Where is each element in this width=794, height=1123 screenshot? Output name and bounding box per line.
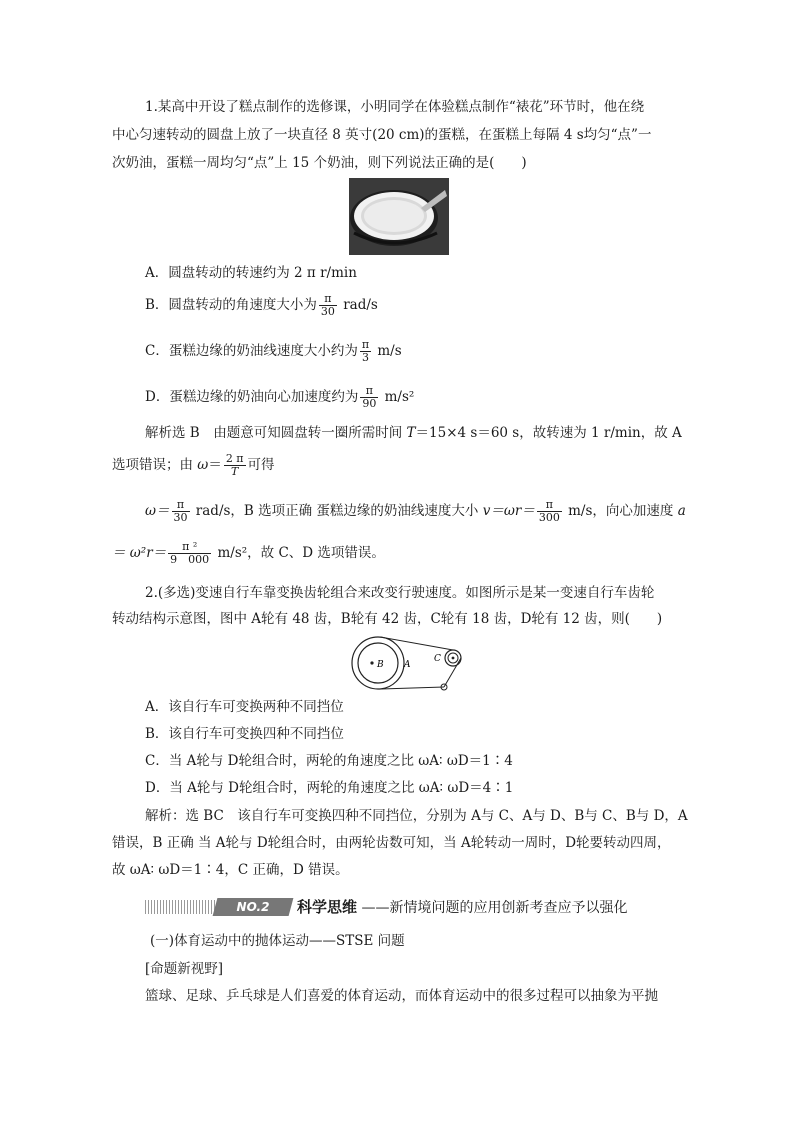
label-b: B [377,660,384,670]
q1-option-b: B．圆盘转动的角速度大小为 $\frac{\pi}{30}$ rad/s [145,292,378,318]
section-header [145,896,685,920]
q2-option-c: C．当 A轮与 D轮组合时，两轮的角速度之比 ωA∶ ωD＝1∶4 [145,753,513,769]
q1-solution-line1: 解析选 B 由题意可知圆盘转一圈所需时间 T＝15×4 s＝60 s，故转速为 1 r/min，故 A [145,425,682,441]
label-c: C [434,654,441,664]
gear-diagram [350,635,470,695]
q1-option-a: A．圆盘转动的转速约为 2 π r/min [145,265,357,281]
q1-stem-line2: 中心匀速转动的圆盘上放了一块直径 8 英寸(20 cm)的蛋糕，在蛋糕上每隔 4 s均匀“点”一 [112,127,652,143]
q1-solution-line2: 选项错误；由 ω＝ $\frac{2 \pi}{T}$ 可得 [112,452,275,478]
section-title: 科学思维 ——新情境问题的应用创新考查应予以强化 [297,898,628,916]
subsection-label: [命题新视野] [145,961,224,977]
label-a: A [404,660,411,670]
q2-option-b: B．该自行车可变换四种不同挡位 [145,726,344,742]
section-tag: NO.2 [213,898,294,916]
q1-solution-line4: ＝ ω²r＝ $\frac{\text{π ²}}{9 000}$ m/s²，故 C、D 选项错误。 [112,540,385,566]
paragraph-line: 篮球、足球、乒乓球是人们喜爱的体育运动，而体育运动中的很多过程可以抽象为平抛 [145,988,658,1004]
q1-stem-line1: 1.某高中开设了糕点制作的选修课，小明同学在体验糕点制作“裱花”环节时，他在绕 [145,99,645,115]
q2-solution-line3: 故 ωA∶ ωD＝1∶4，C 正确，D 错误。 [112,862,349,878]
q1-stem-line3: 次奶油，蛋糕一周均匀“点”上 15 个奶油，则下列说法正确的是( ) [112,155,527,171]
q2-stem-line1: 2.(多选)变速自行车靠变换齿轮组合来改变行驶速度。如图所示是某一变速自行车齿轮 [145,585,655,601]
q1-option-d: D．蛋糕边缘的奶油向心加速度约为 $\frac{\pi}{90}$ m/s² [145,384,415,410]
q2-solution-line2: 错误，B 正确 当 A轮与 D轮组合时，由两轮齿数可知，当 A轮转动一周时，D轮要转动四周， [112,835,671,851]
section-hatch-decoration [145,900,215,914]
q2-option-a: A．该自行车可变换两种不同挡位 [145,699,344,715]
q2-solution-line1: 解析：选 BC 该自行车可变换四种不同挡位，分别为 A与 C、A与 D、B与 C、B与 D，A [145,808,688,824]
q1-solution-line3: ω＝ $\frac{\pi}{30}$ rad/s，B 选项正确 蛋糕边缘的奶油线速度大小 v＝ωr＝ $\frac{\pi}{300}$ m/s，向心加速度 a [145,498,686,524]
q2-stem-line2: 转动结构示意图，图中 A轮有 48 齿，B轮有 42 齿，C轮有 18 齿，D轮有 12 齿，则( ) [112,611,663,627]
q1-option-c: C．蛋糕边缘的奶油线速度大小约为 $\frac{\pi}{3}$ m/s [145,338,402,364]
subsection-heading: (一)体育运动中的抛体运动——STSE 问题 [150,933,405,949]
q2-option-d: D．当 A轮与 D轮组合时，两轮的角速度之比 ωA∶ ωD＝4∶1 [145,780,514,796]
cake-photo [349,178,449,255]
